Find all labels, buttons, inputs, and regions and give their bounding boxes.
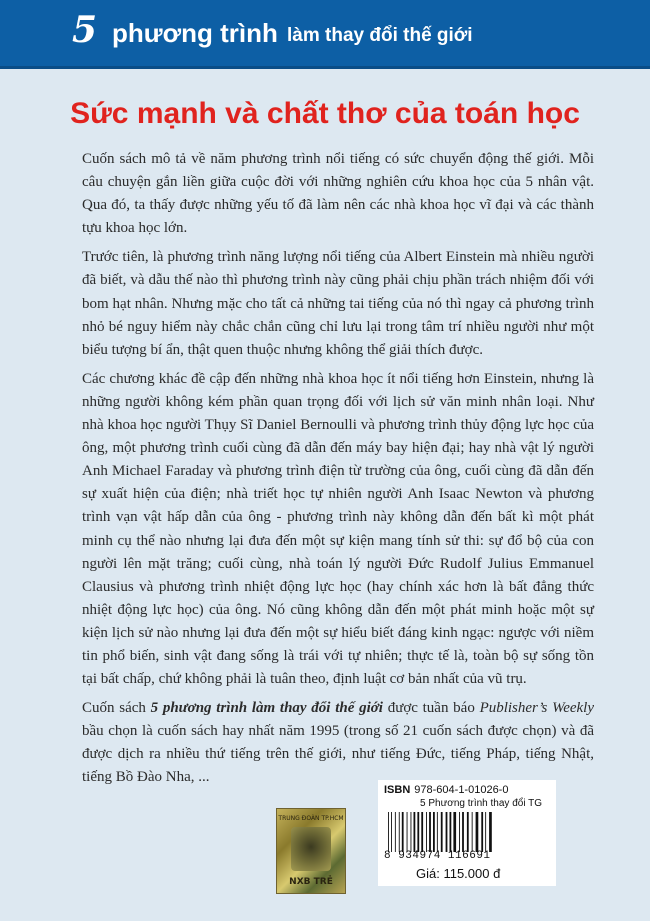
hologram-top-text: TRUNG ĐOÀN TP.HCM [278,815,344,822]
barcode-bar [433,812,435,852]
title-banner [0,0,650,69]
paragraph-4-part-c: bầu chọn là cuốn sách hay nhất năm 1995 (trong số 21 cuốn sách được chọn) và đã được dịch ra nhiều thứ tiếng trên thế giới, như tiếng Đức, tiếng Pháp, tiếng Nhật, tiếng Bồ Đào Nha, ... [82,723,594,786]
barcode-bar [467,812,469,852]
barcode-bar [414,812,416,852]
barcode-bar [407,812,408,852]
paragraph-2: Trước tiên, là phương trình năng lượng nổi tiếng của Albert Einstein mà nhiều người đã biết, và dẫu thế nào thì phương trình này cũng phải chịu phần trách nhiệm đối với bom hạt nhân. Nhưng mặc cho tất cả những tai tiếng của nó thì ngay cả phương trình nhỏ bé nguy hiểm này chắc chắn cũng chỉ lưu lại trong tâm trí nhiều người như một biểu tượng bí ẩn, thật quen thuộc nhưng không thể giải thích được. [82,249,594,358]
cover-heading: Sức mạnh và chất thơ của toán học [70,97,580,130]
barcode-icon [386,812,548,852]
blurb-text [82,148,594,796]
barcode-bar [489,812,492,852]
paragraph-4-part-b: được tuần báo [382,700,480,717]
isbn-line [384,784,508,796]
barcode-bar [485,812,486,852]
product-code: 5 Phương trình thay đổi TG [420,798,543,809]
barcode-bar [411,812,412,852]
price: Giá: 115.000 đ [416,866,501,881]
paragraph-1: Cuốn sách mô tả về năm phương trình nổi tiếng có sức chuyển động thế giới. Mỗi câu chuyện gắn liền giữa cuộc đời với những nghiên cứu khoa học của 5 nhân vật. Qua đó, ta thấy được những yếu tố đã làm nên các nhà khoa học vĩ đại và các thành tựu khoa học lớn. [82,151,594,237]
banner-title-main: phương trình [112,18,278,48]
barcode-bar [437,812,438,852]
magazine-name: Publisher’s Weekly [479,700,594,717]
hologram-sticker [276,808,346,894]
barcode-bar [450,812,452,852]
barcode-label [378,780,556,886]
barcode-bar [453,812,456,852]
barcode-bar [472,812,473,852]
paragraph-4 [82,697,594,789]
barcode-bar [402,812,404,852]
barcode-bar [421,812,423,852]
barcode-bar [426,812,427,852]
barcode-bar [388,812,389,852]
isbn-label: ISBN [384,784,411,796]
paragraph-3: Các chương khác đề cập đến những nhà khoa học ít nổi tiếng hơn Einstein, nhưng là những người không kém phần quan trọng đối với lịch sử văn minh nhân loại. Như nhà khoa học người Thụy Sĩ Daniel Bernoulli và phương trình thủy động lực học của ông, một phương trình cuối cùng đã dẫn đến máy bay hiện đại; hay nhà vật lý người Anh Michael Faraday và phương trình điện từ trường của ông, cuối cùng đã dẫn đến sự xuất hiện của điện; nhà triết học tự nhiên người Anh Isaac Newton và phương trình vạn vật hấp dẫn của ông - phương trình này không dẫn đến bất kì một phát minh cụ thể nào nhưng lại đưa đến một sự kiện mang tính sử thi: sự đổ bộ của con người lên mặt trăng; cuối cùng, nhà toán lý người Đức Rudolf Julius Emmanuel Clausius và phương trình nhiệt động lực học (hay chính xác hơn là bất đẳng thức nhiệt động lực học) của ông. Nó cũng không dẫn đến một phát minh hoặc một sự kiện lịch sử nào nhưng lại đưa đến một sự hiểu biết đáng kinh ngạc: ngược với niềm tin phổ biến, sinh vật đang sống là trái với tự nhiên; thực tế là, toàn bộ sự sống tồn tại bất chấp, chứ không phải là tuân theo, định luật cơ bản nhất của vũ trụ. [82,370,594,688]
barcode-digits: 8 934974 116691 [384,850,491,862]
hologram-emblem-icon [291,827,331,871]
barcode-bar [395,812,396,852]
barcode-bar [391,812,392,852]
book-title-reference: 5 phương trình làm thay đổi thế giới [150,700,383,717]
barcode-bar [481,812,483,852]
barcode-bar [441,812,443,852]
banner-number: 5 [72,9,98,51]
hologram-publisher-text: NXB TRẺ [289,877,333,887]
banner-title-sub: làm thay đổi thế giới [287,25,473,46]
barcode-bar [429,812,431,852]
paragraph-4-part-a: Cuốn sách [82,700,151,717]
barcode-bar [476,812,479,852]
barcode-bar [446,812,448,852]
barcode-bar [459,812,460,852]
barcode-bar [417,812,419,852]
barcode-bar [462,812,464,852]
barcode-bar [399,812,400,852]
isbn-number: 978-604-1-01026-0 [414,784,509,796]
